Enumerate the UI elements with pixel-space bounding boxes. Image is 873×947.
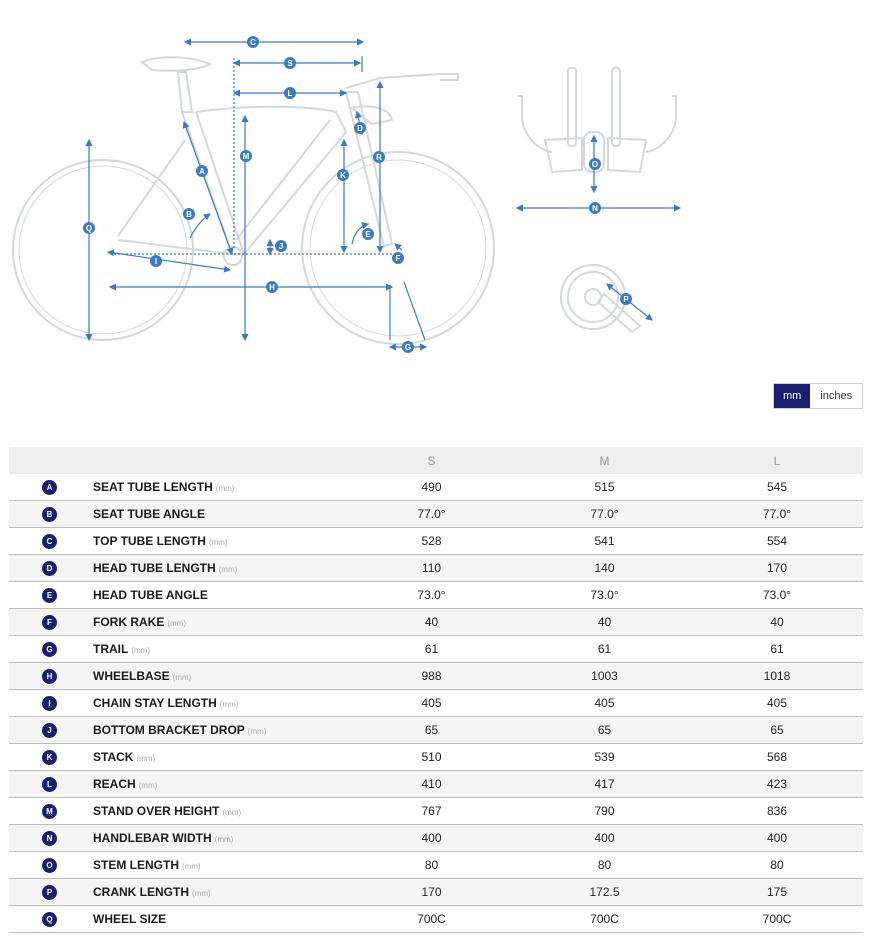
svg-text:G: G: [404, 343, 412, 352]
row-letter-badge: M: [42, 804, 57, 819]
size-header-l: L: [691, 447, 863, 474]
measurement-unit: (mm): [247, 727, 267, 736]
measurement-name: WHEELBASE: [93, 669, 170, 683]
dimension-label-h: [266, 281, 278, 293]
row-letter-cell: [9, 690, 93, 717]
row-letter-cell: [9, 744, 93, 771]
measurement-unit: (mm): [136, 754, 156, 763]
value-cell-s: 400: [345, 825, 518, 852]
measurement-unit: (mm): [172, 673, 192, 682]
row-letter-cell: [9, 528, 93, 555]
row-letter-cell: [9, 555, 93, 582]
value-cell-s: 40: [345, 609, 518, 636]
row-letter-cell: [9, 825, 93, 852]
value-cell-m: 400: [518, 825, 691, 852]
value-cell-m: 140: [518, 555, 691, 582]
svg-text:N: N: [592, 204, 598, 213]
measurement-unit: (mm): [219, 700, 239, 709]
value-cell-l: 65: [691, 717, 863, 744]
table-row: [9, 825, 863, 852]
value-cell-s: 767: [345, 798, 518, 825]
value-cell-m: 73.0°: [518, 582, 691, 609]
row-letter-cell: [9, 582, 93, 609]
value-cell-m: 1003: [518, 663, 691, 690]
header-blank: [9, 447, 93, 474]
measurement-unit: (mm): [215, 484, 235, 493]
row-measurement-cell: [93, 906, 345, 933]
table-row: [9, 501, 863, 528]
value-cell-m: 541: [518, 528, 691, 555]
svg-text:F: F: [395, 254, 401, 263]
dimension-label-q: [83, 222, 95, 234]
row-measurement-cell: [93, 555, 345, 582]
row-measurement-cell: [93, 636, 345, 663]
measurement-name: TRAIL: [93, 642, 129, 656]
row-letter-cell: [9, 771, 93, 798]
row-measurement-cell: [93, 717, 345, 744]
row-measurement-cell: [93, 771, 345, 798]
row-measurement-cell: [93, 690, 345, 717]
row-letter-badge: E: [42, 588, 57, 603]
value-cell-m: 405: [518, 690, 691, 717]
value-cell-s: 110: [345, 555, 518, 582]
measurement-name: STACK: [93, 750, 134, 764]
table-row: [9, 555, 863, 582]
svg-text:E: E: [365, 230, 371, 239]
value-cell-m: 539: [518, 744, 691, 771]
svg-text:P: P: [623, 295, 629, 304]
dimension-label-n: [589, 202, 601, 214]
header-blank: [93, 447, 345, 474]
measurement-unit: (mm): [138, 781, 158, 790]
dimension-label-d: [354, 122, 366, 134]
value-cell-m: 40: [518, 609, 691, 636]
geometry-table-body: [9, 474, 863, 933]
row-letter-cell: [9, 474, 93, 501]
row-measurement-cell: [93, 879, 345, 906]
row-measurement-cell: [93, 528, 345, 555]
measurement-unit: (mm): [208, 538, 228, 547]
dimension-label-g: [402, 341, 414, 353]
row-letter-badge: J: [42, 723, 57, 738]
svg-text:H: H: [269, 283, 275, 292]
row-letter-badge: I: [42, 696, 57, 711]
dimension-label-k: [337, 169, 349, 181]
table-row: [9, 771, 863, 798]
value-cell-s: 77.0°: [345, 501, 518, 528]
measurement-name: TOP TUBE LENGTH: [93, 534, 206, 548]
value-cell-l: 77.0°: [691, 501, 863, 528]
row-letter-cell: [9, 501, 93, 528]
value-cell-l: 400: [691, 825, 863, 852]
measurement-name: CHAIN STAY LENGTH: [93, 696, 217, 710]
row-letter-cell: [9, 906, 93, 933]
value-cell-s: 80: [345, 852, 518, 879]
dimension-label-m: [240, 150, 252, 162]
row-letter-badge: N: [42, 831, 57, 846]
measurement-unit: (mm): [131, 646, 150, 655]
row-letter-badge: H: [42, 669, 57, 684]
dimension-label-l: [284, 87, 296, 99]
svg-text:I: I: [154, 257, 158, 266]
row-letter-badge: K: [42, 750, 57, 765]
size-header-m: M: [518, 447, 691, 474]
measurement-unit: (mm): [167, 619, 186, 628]
value-cell-l: 836: [691, 798, 863, 825]
row-measurement-cell: [93, 663, 345, 690]
svg-text:B: B: [186, 210, 192, 219]
unit-toggle: [773, 383, 863, 409]
value-cell-s: 528: [345, 528, 518, 555]
row-letter-badge: A: [42, 480, 57, 495]
svg-text:J: J: [278, 242, 284, 251]
table-row: [9, 717, 863, 744]
measurement-name: STAND OVER HEIGHT: [93, 804, 220, 818]
value-cell-l: 423: [691, 771, 863, 798]
measurement-name: WHEEL SIZE: [93, 912, 167, 926]
value-cell-l: 405: [691, 690, 863, 717]
row-letter-badge: P: [42, 885, 57, 900]
value-cell-l: 80: [691, 852, 863, 879]
value-cell-l: 545: [691, 474, 863, 501]
row-letter-cell: [9, 609, 93, 636]
value-cell-s: 65: [345, 717, 518, 744]
dimension-label-s: [284, 57, 296, 69]
value-cell-l: 1018: [691, 663, 863, 690]
value-cell-m: 77.0°: [518, 501, 691, 528]
svg-text:S: S: [287, 59, 293, 68]
handlebar-illustration: [518, 68, 676, 172]
value-cell-m: 790: [518, 798, 691, 825]
value-cell-s: 73.0°: [345, 582, 518, 609]
row-letter-cell: [9, 852, 93, 879]
value-cell-m: 700C: [518, 906, 691, 933]
measurement-unit: (mm): [214, 835, 234, 844]
row-letter-cell: [9, 798, 93, 825]
size-header-s: S: [345, 447, 518, 474]
dimension-label-a: [196, 165, 208, 177]
value-cell-l: 170: [691, 555, 863, 582]
value-cell-s: 700C: [345, 906, 518, 933]
row-letter-cell: [9, 717, 93, 744]
value-cell-m: 65: [518, 717, 691, 744]
value-cell-m: 61: [518, 636, 691, 663]
value-cell-s: 170: [345, 879, 518, 906]
row-letter-badge: L: [42, 777, 57, 792]
mm-unit-button[interactable]: mm: [774, 384, 810, 408]
measurement-name: HEAD TUBE LENGTH: [93, 561, 216, 575]
measurement-name: SEAT TUBE ANGLE: [93, 507, 206, 521]
value-cell-l: 568: [691, 744, 863, 771]
row-letter-cell: [9, 663, 93, 690]
dimension-label-p: [620, 293, 632, 305]
svg-text:C: C: [250, 38, 256, 47]
dimension-label-j: [275, 240, 287, 252]
measurement-unit: (mm): [218, 565, 238, 574]
value-cell-l: 61: [691, 636, 863, 663]
row-letter-badge: Q: [42, 912, 57, 927]
value-cell-m: 80: [518, 852, 691, 879]
dimension-label-f: [392, 252, 404, 264]
measurement-name: SEAT TUBE LENGTH: [93, 480, 213, 494]
table-header-row: [9, 447, 863, 474]
value-cell-l: 73.0°: [691, 582, 863, 609]
table-row: [9, 474, 863, 501]
row-measurement-cell: [93, 582, 345, 609]
dimension-label-b: [183, 208, 195, 220]
table-row: [9, 906, 863, 933]
dimension-label-i: [150, 255, 162, 267]
row-letter-badge: B: [42, 507, 57, 522]
geometry-diagram: [0, 0, 873, 380]
measurement-name: CRANK LENGTH: [93, 885, 189, 899]
row-letter-cell: [9, 879, 93, 906]
row-measurement-cell: [93, 474, 345, 501]
value-cell-m: 172.5: [518, 879, 691, 906]
row-letter-badge: G: [42, 642, 57, 657]
dimension-label-c: [247, 36, 259, 48]
dimension-labels: [83, 36, 632, 353]
value-cell-l: 700C: [691, 906, 863, 933]
value-cell-m: 515: [518, 474, 691, 501]
row-measurement-cell: [93, 852, 345, 879]
dimension-label-r: [373, 151, 385, 163]
inches-unit-button[interactable]: inches: [820, 390, 853, 402]
row-measurement-cell: [93, 501, 345, 528]
svg-text:A: A: [199, 167, 205, 176]
table-row: [9, 852, 863, 879]
table-row: [9, 582, 863, 609]
table-row: [9, 663, 863, 690]
value-cell-s: 61: [345, 636, 518, 663]
geometry-table: [9, 447, 863, 933]
svg-text:L: L: [287, 89, 293, 98]
row-letter-cell: [9, 636, 93, 663]
value-cell-s: 988: [345, 663, 518, 690]
measurement-name: REACH: [93, 777, 136, 791]
row-measurement-cell: [93, 825, 345, 852]
dimension-label-e: [362, 228, 374, 240]
svg-text:D: D: [357, 124, 363, 133]
value-cell-s: 490: [345, 474, 518, 501]
row-measurement-cell: [93, 609, 345, 636]
svg-text:M: M: [242, 152, 250, 161]
table-row: [9, 879, 863, 906]
measurement-unit: (mm): [182, 862, 201, 871]
bike-illustration: [13, 57, 494, 344]
value-cell-s: 510: [345, 744, 518, 771]
value-cell-m: 417: [518, 771, 691, 798]
measurement-name: STEM LENGTH: [93, 858, 179, 872]
table-row: [9, 690, 863, 717]
table-row: [9, 798, 863, 825]
value-cell-s: 405: [345, 690, 518, 717]
value-cell-s: 410: [345, 771, 518, 798]
row-letter-badge: D: [42, 561, 57, 576]
value-cell-l: 554: [691, 528, 863, 555]
value-cell-l: 40: [691, 609, 863, 636]
row-letter-badge: C: [42, 534, 57, 549]
measurement-name: FORK RAKE: [93, 615, 165, 629]
table-row: [9, 528, 863, 555]
measurement-name: HEAD TUBE ANGLE: [93, 588, 208, 602]
dimension-label-o: [589, 158, 601, 170]
row-measurement-cell: [93, 798, 345, 825]
svg-text:R: R: [376, 153, 382, 162]
measurement-name: HANDLEBAR WIDTH: [93, 831, 212, 845]
measurement-name: BOTTOM BRACKET DROP: [93, 723, 245, 737]
measurement-unit: (mm): [192, 889, 211, 898]
svg-text:Q: Q: [85, 224, 93, 233]
row-letter-badge: F: [42, 615, 57, 630]
value-cell-l: 175: [691, 879, 863, 906]
svg-text:O: O: [591, 160, 599, 169]
table-row: [9, 609, 863, 636]
measurement-unit: (mm): [222, 808, 242, 817]
table-row: [9, 636, 863, 663]
table-row: [9, 744, 863, 771]
svg-text:K: K: [340, 171, 346, 180]
row-letter-badge: O: [42, 858, 57, 873]
row-measurement-cell: [93, 744, 345, 771]
